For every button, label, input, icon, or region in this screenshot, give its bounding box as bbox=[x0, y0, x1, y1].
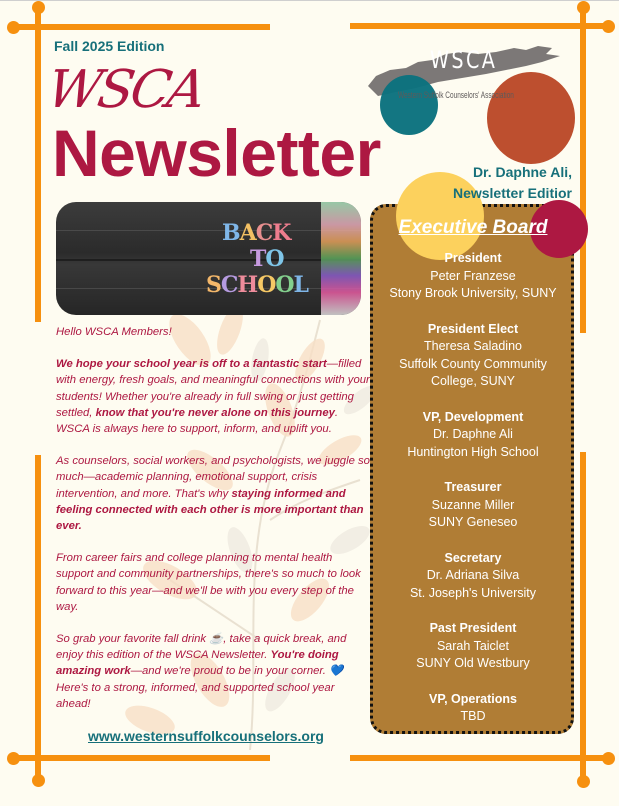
member-affiliation: SUNY Old Westbury bbox=[416, 656, 530, 670]
member-name: Dr. Adriana Silva bbox=[426, 568, 520, 582]
text: So grab your favorite fall drink ☕, take a quick break, and enjoy this edition of the WSCA Newsletter. bbox=[56, 633, 347, 662]
board-title: Executive Board bbox=[398, 217, 548, 238]
text: —filled with energy, fresh goals, and meaningful connections with your students! Whether you're already in full swing or just getting settled, bbox=[56, 358, 370, 419]
page-title: Newsletter bbox=[52, 116, 381, 190]
frame-dot bbox=[32, 774, 45, 787]
member-affiliation: Suffolk County Community College, SUNY bbox=[399, 356, 547, 388]
greeting: Hello WSCA Members! bbox=[56, 326, 172, 338]
member-affiliation: SUNY Geneseo bbox=[428, 515, 518, 529]
emphasis: We hope your school year is off to a fantastic start bbox=[56, 358, 327, 371]
script-title: WSCA bbox=[42, 60, 208, 120]
paragraph-1 bbox=[56, 356, 371, 437]
frame-dot bbox=[602, 752, 615, 765]
editor-role: Newsletter Editior bbox=[452, 185, 572, 201]
member-name: TBD bbox=[460, 709, 486, 723]
member-affiliation: Stony Brook University, SUNY bbox=[389, 286, 557, 300]
member-role: Treasurer bbox=[444, 480, 502, 494]
frame-dot bbox=[602, 20, 615, 33]
emphasis: You're doing amazing work bbox=[56, 649, 339, 678]
frame-bottom-right-horizontal bbox=[350, 755, 608, 761]
frame-right-vertical-bottom bbox=[580, 452, 586, 782]
text: —and we're proud to be in your corner. 💙 Here's to a strong, informed, and supported school year ahead! bbox=[56, 665, 344, 710]
frame-dot bbox=[577, 1, 590, 14]
member-role: President Elect bbox=[427, 321, 519, 336]
teal-circle-decoration bbox=[380, 75, 438, 135]
member-affiliation: Huntington High School bbox=[407, 444, 539, 459]
board-member bbox=[373, 409, 573, 462]
paragraph-3: From career fairs and college planning to mental health support and community partnerships, there's so much to look forward to this year—and we'll be with you every step of the way. bbox=[56, 552, 361, 613]
editor-credit bbox=[453, 162, 572, 204]
emphasis: staying informed and feeling connected with each other is more important than ever. bbox=[56, 487, 364, 533]
edition-label: Fall 2025 Edition bbox=[54, 38, 165, 54]
member-role: VP, Development bbox=[422, 409, 524, 424]
member-role: Past President bbox=[429, 621, 517, 635]
frame-top-left-horizontal bbox=[13, 24, 270, 30]
board-member bbox=[373, 550, 573, 603]
board-member bbox=[373, 620, 573, 673]
member-role: President bbox=[444, 251, 502, 265]
welcome-letter bbox=[56, 324, 371, 712]
board-member-list bbox=[373, 250, 573, 744]
editor-name: Dr. Daphne Ali, bbox=[472, 164, 572, 180]
frame-dot bbox=[577, 775, 590, 788]
text: As counselors, social workers, and psychologists, we juggle so much—academic planning, emotional support, crisis intervention, and more. That's why bbox=[56, 455, 370, 500]
frame-dot bbox=[7, 21, 20, 34]
member-name: Suzanne Miller bbox=[431, 497, 515, 512]
page-top-edge bbox=[0, 0, 619, 1]
board-member bbox=[373, 479, 573, 532]
logo-full-name: Western Suffolk Counselors' Association bbox=[398, 90, 514, 100]
member-name: Dr. Daphne Ali bbox=[433, 427, 513, 441]
back-to-school-banner-image bbox=[56, 202, 361, 315]
frame-bottom-left-horizontal bbox=[13, 755, 270, 761]
frame-right-vertical-top bbox=[580, 6, 586, 333]
member-name: Peter Franzese bbox=[430, 268, 516, 283]
paragraph-2 bbox=[56, 453, 371, 534]
member-role: VP, Operations bbox=[429, 691, 517, 706]
frame-left-vertical-top bbox=[35, 6, 41, 322]
website-link[interactable]: www.westernsuffolkcounselors.org bbox=[88, 728, 324, 744]
crayons-decoration bbox=[321, 202, 361, 315]
board-member bbox=[373, 321, 573, 391]
rust-circle-decoration bbox=[487, 72, 575, 164]
member-name: Theresa Saladino bbox=[424, 339, 522, 353]
frame-top-right-horizontal bbox=[350, 23, 608, 29]
board-member bbox=[373, 691, 573, 726]
text: . WSCA is always here to support, inform, and uplift you. bbox=[56, 406, 339, 436]
member-affiliation: St. Joseph's University bbox=[409, 585, 537, 600]
member-role: Secretary bbox=[444, 550, 502, 565]
frame-dot bbox=[7, 752, 20, 765]
board-member bbox=[373, 250, 573, 303]
emphasis: know that you're never alone on this journey bbox=[95, 406, 335, 419]
paragraph-4 bbox=[56, 631, 371, 712]
banner-text-back: BACK bbox=[222, 220, 291, 246]
logo-acronym: WSCA bbox=[430, 46, 498, 74]
frame-left-vertical-bottom bbox=[35, 455, 41, 780]
frame-dot bbox=[32, 1, 45, 14]
member-name: Sarah Taiclet bbox=[436, 638, 510, 653]
banner-text-school: SCHOOL bbox=[206, 272, 309, 298]
banner-text-to: TO bbox=[250, 246, 284, 272]
